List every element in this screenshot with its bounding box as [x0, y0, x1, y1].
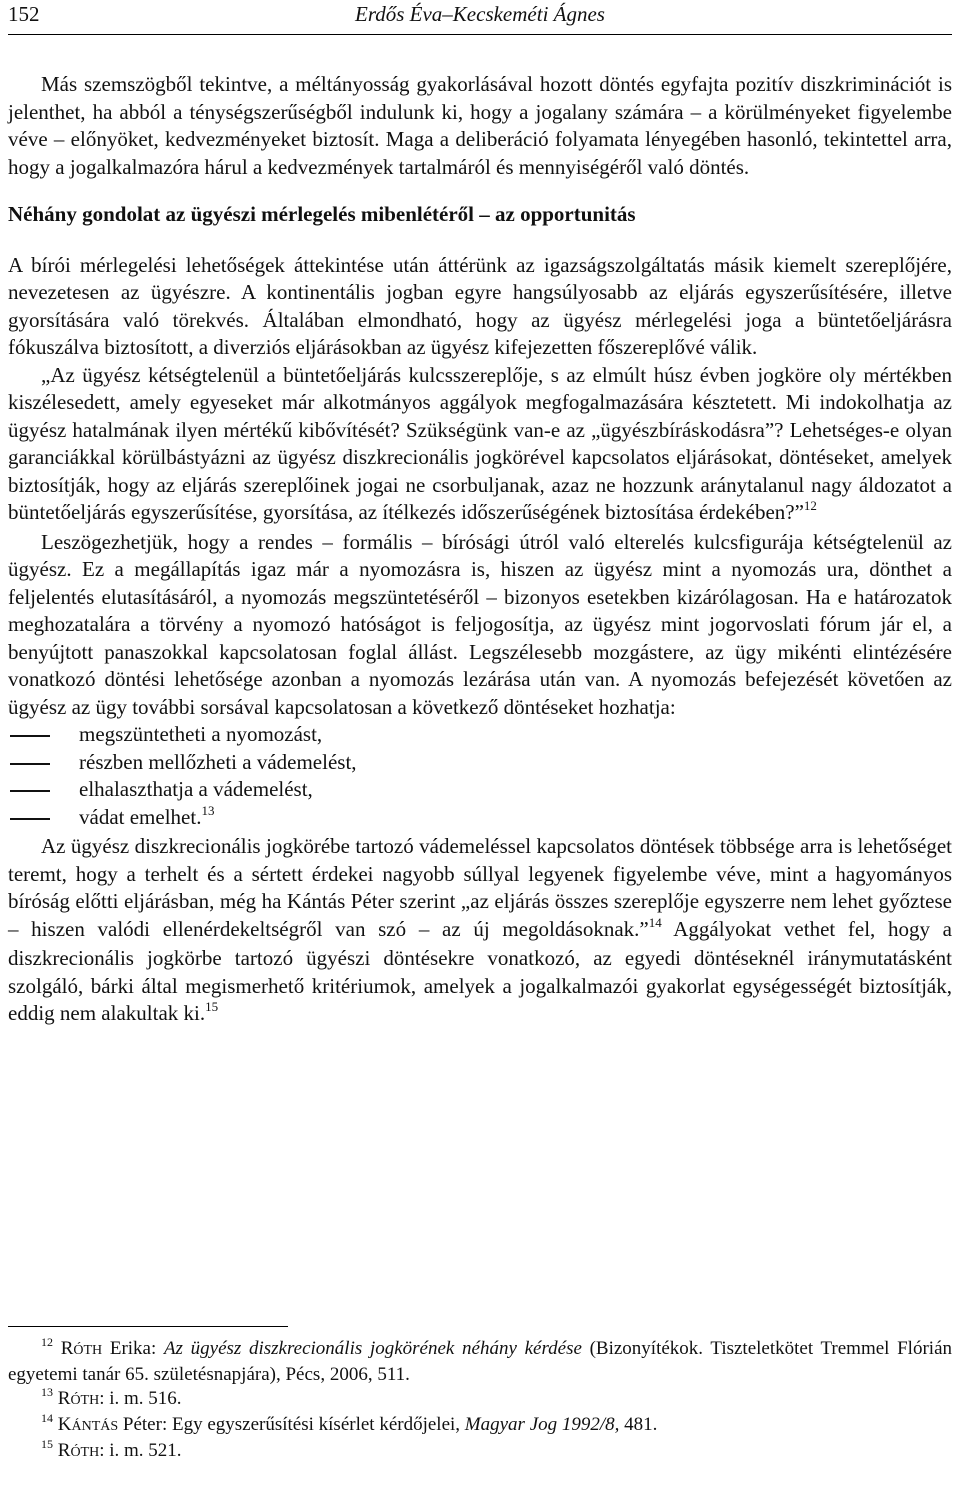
- footnote-source: 481.: [619, 1414, 658, 1435]
- quote-text: „Az ügyész kétségtelenül a büntetőeljárás kulcsszereplője, s az elmúlt húsz évben jogköre oly mértékben kiszélesedett, amely egyeseket már alkotmányos aggályok megfogalmazására késztetett. Mi indokolhatja az ügyész hatalmának ilyen mértékű kibővítését? Szükségünk van-e az „ügyészbíráskodásra”? Lehetséges-e olyan garanciákkal körülbástyázni az ügyész diszkrecionális jogkörével kapcsolatos eljárásokat, döntéseket, amelyek biztosítják, hogy az eljárás szereplőinek jogai ne csorbuljanak, azaz ne hozzunk aránytalanul nagy áldozatot a büntetőeljárás egyszerűsítése, gyorsítása, az ítélkezés időszerűségének biztosítása érdekében?”: [8, 362, 952, 524]
- footnote-14: [8, 1413, 952, 1439]
- list-item: elhalaszthatja a vádemelést,: [8, 776, 952, 804]
- footnote-author-initial: R: [60, 1338, 74, 1359]
- footnote-number: 13: [41, 1385, 53, 1399]
- footnote-author-smallcaps: ÓTH: [70, 1445, 100, 1460]
- footnotes: [8, 1337, 952, 1465]
- paragraph-3: Leszögezhetjük, hogy a rendes – formális – bírósági útról való elterelés kulcsfigurája kétségtelenül az ügyész. Ez a megállapítás igaz már a nyomozásra is, hiszen az ügyész mint a nyomozás ura, dönthet a feljelentés elutasításáról, a nyomozás megszüntetéséről – bizonyos esetekben kizárólagosan. Ha e határozatok meghozatalára a törvény a nyomozó hatóságot is feljogosítja, az ügyész mint jogorvoslati fórum jár el, a benyújtott panaszokkal kapcsolatosan foglal állást. Legszélesebb mozgástere, az ügy mikénti elintézésére vonatkozó döntési lehetősége azonban a nyomozás lezárása után van. A nyomozás befejezését követően az ügyész az ügy további sorsával kapcsolatosan a következő döntéseket hozhatja:: [8, 529, 952, 719]
- footnote-source: : i. m. 521.: [99, 1440, 182, 1461]
- footnote-ref-14[interactable]: 14: [648, 914, 662, 930]
- paragraph-4-part-b: Aggályokat vethet fel, hogy a diszkrecionális jogkörbe tartozó ügyészi döntésekre vonatkozó, az egyedi döntéseknél iránymutatásként szolgáló, bárki által megismerhető kritériumok, amelyek a jogalkalmazói gyakorlat egységességét biztosítják, eddig nem alakultak ki.: [8, 916, 952, 1025]
- footnote-title: Magyar Jog 1992/8,: [464, 1414, 620, 1435]
- footnote-author-name: Péter: Egy egyszerűsítési kísérlet kérdőjelei,: [118, 1414, 465, 1435]
- footnote-15: [8, 1439, 952, 1465]
- header-rule: [8, 34, 952, 35]
- intro-paragraph: Más szemszögből tekintve, a méltányosság gyakorlásával hozott döntés egyfajta pozitív diszkriminációt is jelenthet, ha abból a ténységszerűségből indulunk ki, hogy a jogalany számára – a körülményeket figyelembe véve – előnyöket, kedvezményeket biztosít. Maga a deliberáció folyamata lényegében hasonló, tekintettel arra, hogy a jogalkalmazóra hárul a kedvezmények tartalmáról és mennyiségéről való döntés.: [8, 72, 952, 179]
- footnote-author-name: Erika:: [102, 1338, 164, 1359]
- footnote-author-initial: R: [57, 1440, 71, 1461]
- footnote-ref-15[interactable]: 15: [205, 999, 219, 1014]
- page-number: 152: [8, 2, 40, 26]
- footnote-title: Az ügyész diszkrecionális jogkörének néhány kérdése: [163, 1338, 582, 1359]
- footnote-author-smallcaps: ÓTH: [70, 1393, 100, 1408]
- list-item: megszüntetheti a nyomozást,: [8, 721, 952, 749]
- paragraph-4-part-a: Az ügyész diszkrecionális jogkörébe tartozó vádemeléssel kapcsolatos döntések többsége arra is lehetőséget teremt, hogy a terhelt és a sértett érdekei nagyobb súllyal legyenek figyelembe véve, mint a hagyományos bíróság előtti eljárásban, még ha Kántás Péter szerint „az eljárás összes szereplője egyszerre nem lehet győztese – hiszen valódi ellenérdekeltségről van szó – az új megoldásoknak.”: [8, 834, 952, 941]
- footnote-ref-12[interactable]: 12: [803, 498, 817, 513]
- body-text: [8, 71, 952, 1030]
- page-header: [8, 2, 952, 30]
- paragraph-2-quote: [8, 362, 952, 529]
- paragraph-1: A bírói mérlegelési lehetőségek áttekintése után áttérünk az igazságszolgáltatás másik kiemelt szereplőjére, nevezetesen az ügyészre. A kontinentális jogban egyre hangsúlyosabb az eljárás egyszerűsítésére, illetve gyorsítására való törekvés. Általában elmondható, hogy az ügyész mérlegelési joga a büntetőeljárásra fókuszálva biztosított, a diverziós eljárásokban az ügyész kifejezetten főszereplővé válik.: [8, 252, 952, 359]
- paragraph-4: [8, 833, 952, 1030]
- footnote-13: [8, 1387, 952, 1413]
- footnote-rule: [8, 1326, 288, 1327]
- running-title: Erdős Éva–Kecskeméti Ágnes: [355, 2, 605, 26]
- footnote-number: 14: [41, 1411, 53, 1425]
- list-item-text: vádat emelhet.: [79, 804, 202, 829]
- footnote-12: [8, 1337, 952, 1387]
- list-item: részben mellőzheti a vádemelést,: [8, 749, 952, 777]
- footnote-author-smallcaps: ÁNTÁS: [71, 1419, 119, 1434]
- decision-list: [8, 721, 952, 833]
- footnote-author-smallcaps: ÓTH: [73, 1343, 103, 1358]
- footnote-author-initial: K: [57, 1414, 72, 1435]
- list-item: [8, 804, 952, 834]
- footnote-ref-13[interactable]: 13: [201, 802, 215, 818]
- footnote-number: 15: [41, 1437, 53, 1451]
- footnote-author-initial: R: [57, 1388, 71, 1409]
- footnote-source: (Bizonyítékok. Tiszteletkötet Tremmel Flórián egyetemi tanár 65. születésnapjára), Pécs, 2006, 511.: [8, 1338, 952, 1385]
- footnote-source: : i. m. 516.: [99, 1388, 182, 1409]
- footnote-number: 12: [41, 1335, 53, 1349]
- section-heading: Néhány gondolat az ügyészi mérlegelés mibenlétéről – az opportunitás: [8, 202, 636, 226]
